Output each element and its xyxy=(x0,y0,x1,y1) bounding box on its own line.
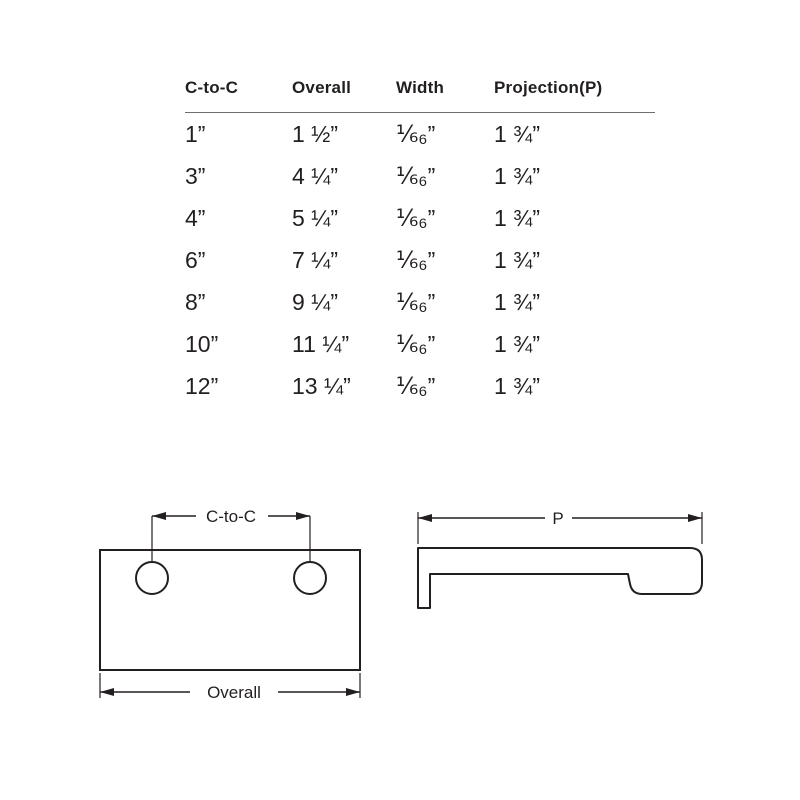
cell-projection: 1 ¾” xyxy=(494,289,541,315)
projection-arrow-right xyxy=(688,514,702,522)
column-header-width: Width xyxy=(396,78,445,97)
cell-overall: 5 ¼” xyxy=(292,205,339,231)
table-body xyxy=(185,113,655,408)
cell-overall: 9 ¼” xyxy=(292,289,339,315)
side-view-group xyxy=(418,509,702,608)
mounting-hole-left xyxy=(136,562,168,594)
cell-overall: 1 ½” xyxy=(292,121,339,147)
table-row xyxy=(185,365,655,407)
ctoc-dimension-label: C-to-C xyxy=(205,507,257,526)
profile-outline xyxy=(418,548,702,608)
mounting-hole-right xyxy=(294,562,326,594)
cell-projection: 1 ¾” xyxy=(494,121,541,147)
projection-dimension-label: P xyxy=(552,509,564,528)
cell-ctoc: 12” xyxy=(185,373,219,399)
cell-projection: 1 ¾” xyxy=(494,205,541,231)
cell-width: ⅙₆” xyxy=(396,247,436,273)
table-header-row xyxy=(185,78,655,113)
cell-ctoc: 10” xyxy=(185,331,219,357)
cell-width: ⅙₆” xyxy=(396,163,436,189)
cell-ctoc: 4” xyxy=(185,205,206,231)
table-row xyxy=(185,113,655,156)
cell-width: ⅙₆” xyxy=(396,331,436,357)
technical-drawings xyxy=(0,470,800,760)
cell-overall: 13 ¼” xyxy=(292,373,351,399)
overall-arrow-left xyxy=(100,688,114,696)
overall-arrow-right xyxy=(346,688,360,696)
cell-projection: 1 ¾” xyxy=(494,373,541,399)
drawings-svg xyxy=(0,470,800,760)
column-header-overall: Overall xyxy=(292,78,352,97)
specification-table xyxy=(185,78,655,407)
table-row xyxy=(185,281,655,323)
cell-width: ⅙₆” xyxy=(396,373,436,399)
cell-projection: 1 ¾” xyxy=(494,331,541,357)
cell-projection: 1 ¾” xyxy=(494,163,541,189)
column-header-ctoc: C-to-C xyxy=(185,78,239,97)
front-view-group xyxy=(100,507,360,702)
cell-width: ⅙₆” xyxy=(396,289,436,315)
projection-arrow-left xyxy=(418,514,432,522)
table-head xyxy=(185,78,655,113)
cell-width: ⅙₆” xyxy=(396,205,436,231)
cell-ctoc: 8” xyxy=(185,289,206,315)
cell-ctoc: 3” xyxy=(185,163,206,189)
cell-overall: 11 ¼” xyxy=(292,331,350,357)
cell-width: ⅙₆” xyxy=(396,121,436,147)
cell-projection: 1 ¾” xyxy=(494,247,541,273)
table-row xyxy=(185,197,655,239)
table-row xyxy=(185,155,655,197)
ctoc-arrow-right xyxy=(296,512,310,520)
table-row xyxy=(185,239,655,281)
table-row xyxy=(185,323,655,365)
spec-table-element xyxy=(185,78,655,407)
overall-dimension-label: Overall xyxy=(207,683,261,702)
ctoc-arrow-left xyxy=(152,512,166,520)
cell-ctoc: 6” xyxy=(185,247,206,273)
cell-overall: 7 ¼” xyxy=(292,247,339,273)
cell-ctoc: 1” xyxy=(185,121,206,147)
column-header-projection: Projection(P) xyxy=(494,78,603,97)
cell-overall: 4 ¼” xyxy=(292,163,339,189)
